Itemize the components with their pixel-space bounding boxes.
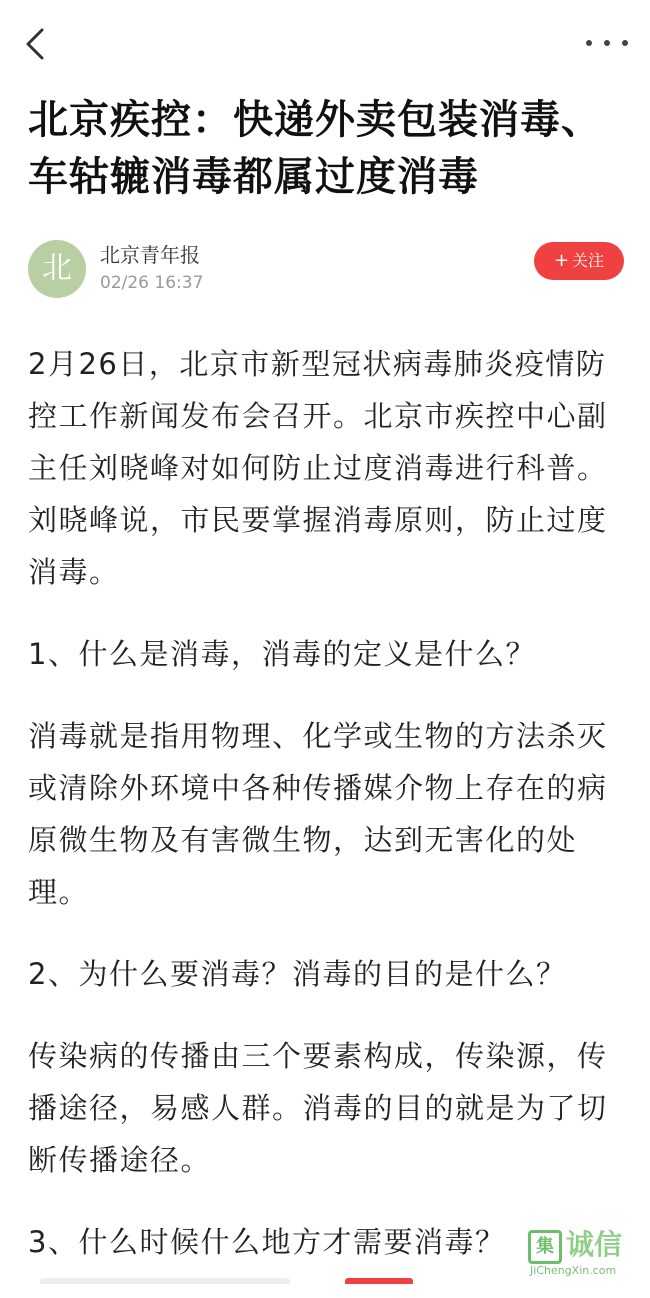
more-options-button[interactable] (582, 30, 632, 56)
article-paragraph: 2月26日，北京市新型冠状病毒肺炎疫情防控工作新闻发布会召开。北京市疾控中心副主任刘晓峰对如何防止过度消毒进行科普。刘晓峰说，市民要掌握消毒原则，防止过度消毒。 (28, 347, 608, 589)
article-paragraph: 3、什么时候什么地方才需要消毒？ (28, 1225, 506, 1259)
follow-button[interactable] (534, 242, 624, 280)
publish-time: 02/26 16:37 (100, 273, 204, 293)
author-info (28, 238, 624, 300)
action-button-edge (345, 1278, 413, 1284)
article-paragraph: 1、什么是消毒，消毒的定义是什么？ (28, 637, 536, 671)
site-watermark (526, 1226, 646, 1282)
author-name[interactable]: 北京青年报 (100, 243, 200, 267)
watermark-logo: 集 (528, 1230, 562, 1264)
article-title: 北京疾控：快递外卖包装消毒、车轱辘消毒都属过度消毒 (28, 97, 602, 200)
author-avatar[interactable]: 北 (28, 240, 86, 298)
plus-icon: + (553, 250, 570, 271)
more-horizontal-icon (582, 30, 632, 56)
article-paragraph: 传染病的传播由三个要素构成，传染源，传播途径，易感人群。消毒的目的就是为了切断传播途径。 (28, 1039, 608, 1177)
article-paragraph: 消毒就是指用物理、化学或生物的方法杀灭或清除外环境中各种传播媒介物上存在的病原微生物及有害微生物，达到无害化的处理。 (28, 719, 608, 909)
article-body (28, 338, 628, 1298)
watermark-url: JiChengXin.com (530, 1264, 617, 1277)
article-paragraph: 2、为什么要消毒？消毒的目的是什么？ (28, 957, 567, 991)
comment-bar-edge (40, 1278, 290, 1284)
chevron-left-icon (18, 24, 54, 64)
follow-label: 关注 (572, 251, 605, 270)
top-navigation-bar (0, 0, 650, 88)
back-button[interactable] (18, 24, 54, 64)
watermark-text: 诚信 (566, 1228, 623, 1261)
